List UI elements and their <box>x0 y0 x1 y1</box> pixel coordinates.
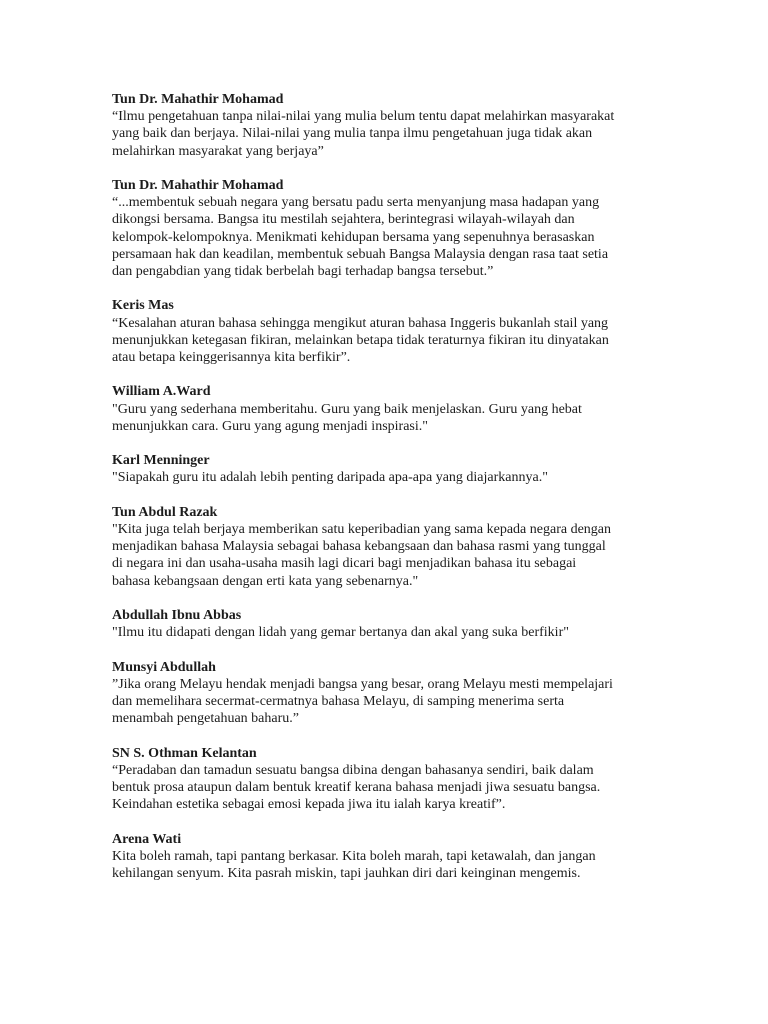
quote-author: Munsyi Abdullah <box>112 659 216 675</box>
quote-author: Tun Dr. Mahathir Mohamad <box>112 92 284 107</box>
quote-author: Arena Wati <box>112 831 182 847</box>
quote-block <box>112 745 657 814</box>
quote-text: "Guru yang sederhana memberitahu. Guru yang baik menjelaskan. Guru yang hebat menunjukkan cara. Guru yang agung menjadi inspirasi." <box>112 401 582 434</box>
document-page <box>112 91 657 899</box>
quote-block <box>112 383 657 435</box>
quote-author: William A.Ward <box>112 384 211 400</box>
quote-block <box>112 607 657 641</box>
quote-author: SN S. Othman Kelantan <box>112 745 257 761</box>
quote-block <box>112 659 657 728</box>
quote-block <box>112 504 657 590</box>
quote-block <box>112 177 657 280</box>
quote-author: Keris Mas <box>112 298 174 314</box>
quote-text: ”Jika orang Melayu hendak menjadi bangsa yang besar, orang Melayu mesti mempelajari dan memelihara secermat-cermatnya bahasa Melayu, di samping menerima serta menambah pengetahuan baharu.” <box>112 676 613 727</box>
quote-text: "Kita juga telah berjaya memberikan satu keperibadian yang sama kepada negara dengan menjadikan bahasa Malaysia sebagai bahasa kebangsaan dan bahasa rasmi yang tunggal di negara ini dan usaha-usaha masih lagi dicari bagi menjadikan bahasa itu sebagai bahasa kebangsaan dengan erti kata yang sebenarnya." <box>112 522 611 589</box>
quote-text: “...membentuk sebuah negara yang bersatu padu serta menyanjung masa hadapan yang dikongsi bersama. Bangsa itu mestilah sejahtera, berintegrasi wilayah-wilayah dan kelompok-kelompoknya. Menikmati kehidupan bersama yang sepenuhnya berasaskan persamaan hak dan keadilan, membentuk sebuah Bangsa Malaysia dengan rasa taat setia dan pengabdian yang tidak berbelah bagi terhadap bangsa tersebut.” <box>112 195 609 280</box>
quote-author: Karl Menninger <box>112 453 210 469</box>
quote-text: Kita boleh ramah, tapi pantang berkasar. Kita boleh marah, tapi ketawalah, dan jangan kehilangan senyum. Kita pasrah miskin, tapi jauhkan diri dari keinginan mengemis. <box>112 848 596 881</box>
quote-block <box>112 831 657 883</box>
quote-block <box>112 91 657 160</box>
quote-text: “Peradaban dan tamadun sesuatu bangsa dibina dengan bahasanya sendiri, baik dalam bentuk prosa ataupun dalam bentuk kreatif kerana bahasa menjadi jiwa sesuatu bangsa. Keindahan estetika sebagai emosi kepada jiwa itu ialah karya kreatif”. <box>112 762 601 813</box>
quote-block <box>112 297 657 366</box>
quote-block <box>112 452 657 486</box>
quote-author: Tun Abdul Razak <box>112 504 218 520</box>
quote-text: “Ilmu pengetahuan tanpa nilai-nilai yang mulia belum tentu dapat melahirkan masyarakat yang baik dan berjaya. Nilai-nilai yang mulia tanpa ilmu pengetahuan juga tidak akan melahirkan masyarakat yang berjaya” <box>112 109 615 159</box>
quote-author: Abdullah Ibnu Abbas <box>112 608 242 623</box>
quote-text: “Kesalahan aturan bahasa sehingga mengikut aturan bahasa Inggeris bukanlah stail yang menunjukkan ketegasan fikiran, melainkan betapa tidak teraturnya fikiran itu dinyatakan atau betapa keinggerisannya kita berfikir”. <box>112 315 609 366</box>
quote-text: "Ilmu itu didapati dengan lidah yang gemar bertanya dan akal yang suka berfikir" <box>112 625 569 641</box>
quote-text: "Siapakah guru itu adalah lebih penting daripada apa-apa yang diajarkannya." <box>112 470 548 486</box>
quote-author: Tun Dr. Mahathir Mohamad <box>112 178 284 193</box>
